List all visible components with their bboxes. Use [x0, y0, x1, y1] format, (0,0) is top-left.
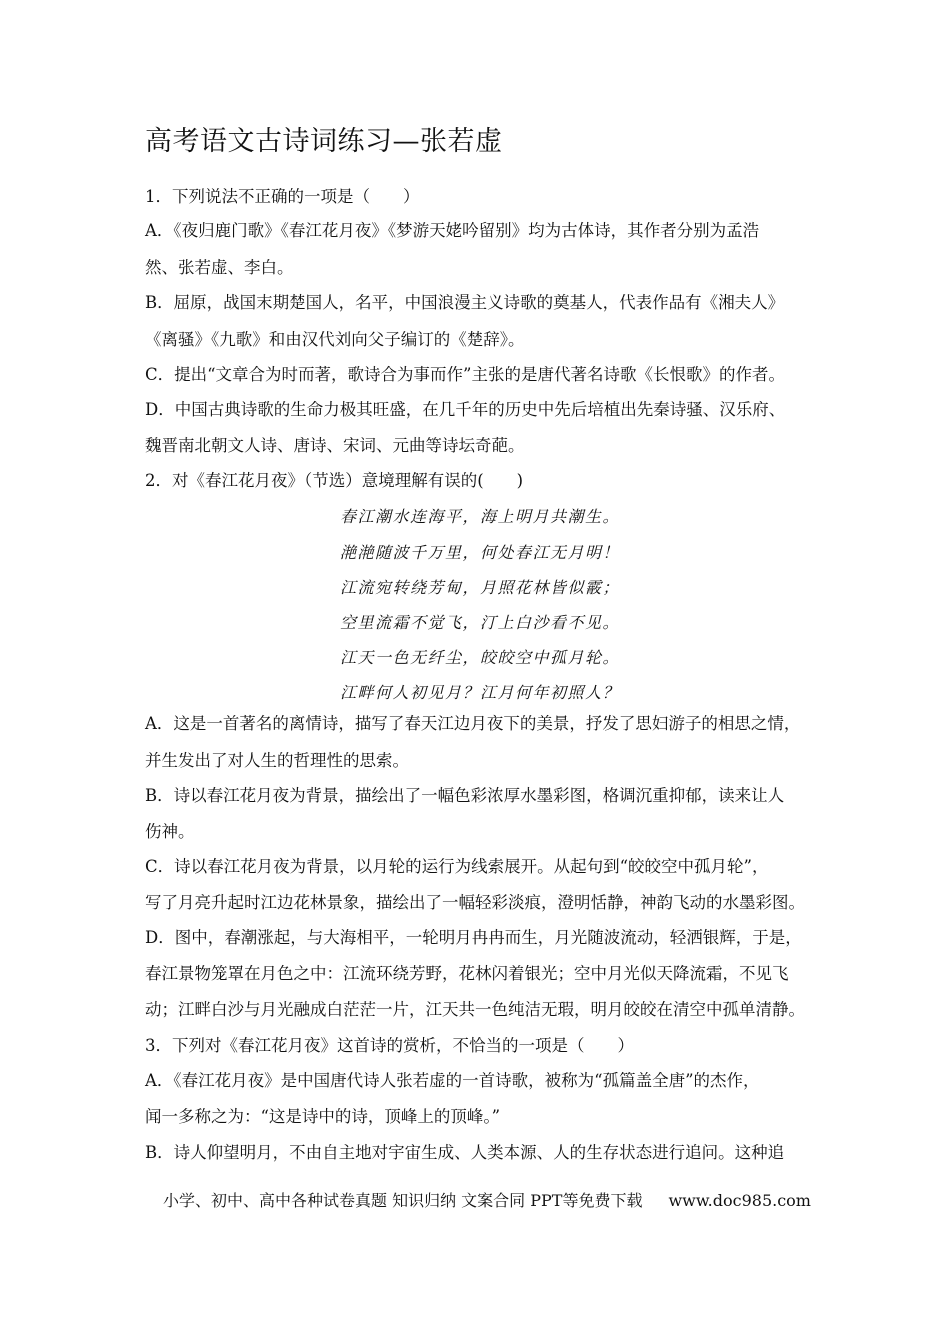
q1-option-d-line2: 魏晋南北朝文人诗、唐诗、宋词、元曲等诗坛奇葩。: [145, 436, 525, 455]
q3-option-b-line1: B．诗人仰望明月，不由自主地对宇宙生成、人类本源、人的生存状态进行追问。这种追: [145, 1143, 785, 1162]
page-title: 高考语文古诗词练习—张若虚: [145, 126, 503, 157]
poem-line: 江畔何人初见月？江月何年初照人？: [340, 683, 621, 702]
poem-line: 春江潮水连海平，海上明月共潮生。: [340, 507, 621, 526]
q2-option-d-line2: 春江景物笼罩在月色之中：江流环绕芳野，花林闪着银光；空中月光似天降流霜，不见飞: [145, 964, 789, 983]
q2-option-d-line3: 动；江畔白沙与月光融成白茫茫一片，江天共一色纯洁无瑕，明月皎皎在清空中孤单清静。: [145, 1000, 805, 1019]
q3-stem: 3．下列对《春江花月夜》这首诗的赏析，不恰当的一项是（ ）: [145, 1036, 634, 1055]
footer-text: 小学、初中、高中各种试卷真题 知识归纳 文案合同 PPT等免费下载: [163, 1191, 643, 1210]
page-footer: [163, 1190, 811, 1212]
q2-stem: 2．对《春江花月夜》（节选）意境理解有误的( ): [145, 471, 524, 490]
q2-option-a-line2: 并生发出了对人生的哲理性的思索。: [145, 751, 409, 770]
q2-option-d-line1: D．图中，春潮涨起，与大海相平，一轮明月冉冉而生，月光随波流动，轻洒银辉，于是，: [145, 928, 802, 947]
q1-option-c-line1: C．提出“文章合为时而著，歌诗合为事而作”主张的是唐代著名诗歌《长恨歌》的作者。: [145, 365, 785, 384]
q1-stem: 1．下列说法不正确的一项是（ ）: [145, 187, 420, 206]
poem-line: 江流宛转绕芳甸，月照花林皆似霰；: [340, 578, 621, 597]
q3-option-a-line2: 闻一多称之为：“这是诗中的诗，顶峰上的顶峰。”: [145, 1107, 501, 1126]
q3-option-a-line1: A．《春江花月夜》是中国唐代诗人张若虚的一首诗歌，被称为“孤篇盖全唐”的杰作，: [145, 1071, 760, 1090]
q1-option-b-line2: 《离骚》《九歌》和由汉代刘向父子编订的《楚辞》。: [145, 330, 525, 349]
poem-line: 滟滟随波千万里，何处春江无月明！: [340, 543, 621, 562]
poem-line: 江天一色无纤尘，皎皎空中孤月轮。: [340, 648, 621, 667]
q1-option-a-line2: 然、张若虚、李白。: [145, 258, 294, 277]
q1-option-b-line1: B．屈原，战国末期楚国人，名平，中国浪漫主义诗歌的奠基人，代表作品有《湘夫人》: [145, 293, 785, 312]
q2-option-a-line1: A．这是一首著名的离情诗，描写了春天江边月夜下的美景，抒发了思妇游子的相思之情，: [145, 714, 801, 733]
q1-option-a-line1: A．《夜归鹿门歌》《春江花月夜》《梦游天姥吟留别》均为古体诗，其作者分别为孟浩: [145, 221, 760, 240]
footer-url-link[interactable]: www.doc985.com: [668, 1191, 811, 1210]
q2-option-b-line1: B．诗以春江花月夜为背景，描绘出了一幅色彩浓厚水墨彩图，格调沉重抑郁，读来让人: [145, 786, 785, 805]
poem-line: 空里流霜不觉飞，汀上白沙看不见。: [340, 613, 621, 632]
q2-option-c-line1: C．诗以春江花月夜为背景，以月轮的运行为线索展开。从起句到“皎皎空中孤月轮”，: [145, 857, 769, 876]
q2-option-c-line2: 写了月亮升起时江边花林景象，描绘出了一幅轻彩淡痕，澄明恬静，神韵飞动的水墨彩图。: [145, 893, 805, 912]
q2-option-b-line2: 伤神。: [145, 822, 195, 841]
q1-option-d-line1: D．中国古典诗歌的生命力极其旺盛，在几千年的历史中先后培植出先秦诗骚、汉乐府、: [145, 400, 786, 419]
